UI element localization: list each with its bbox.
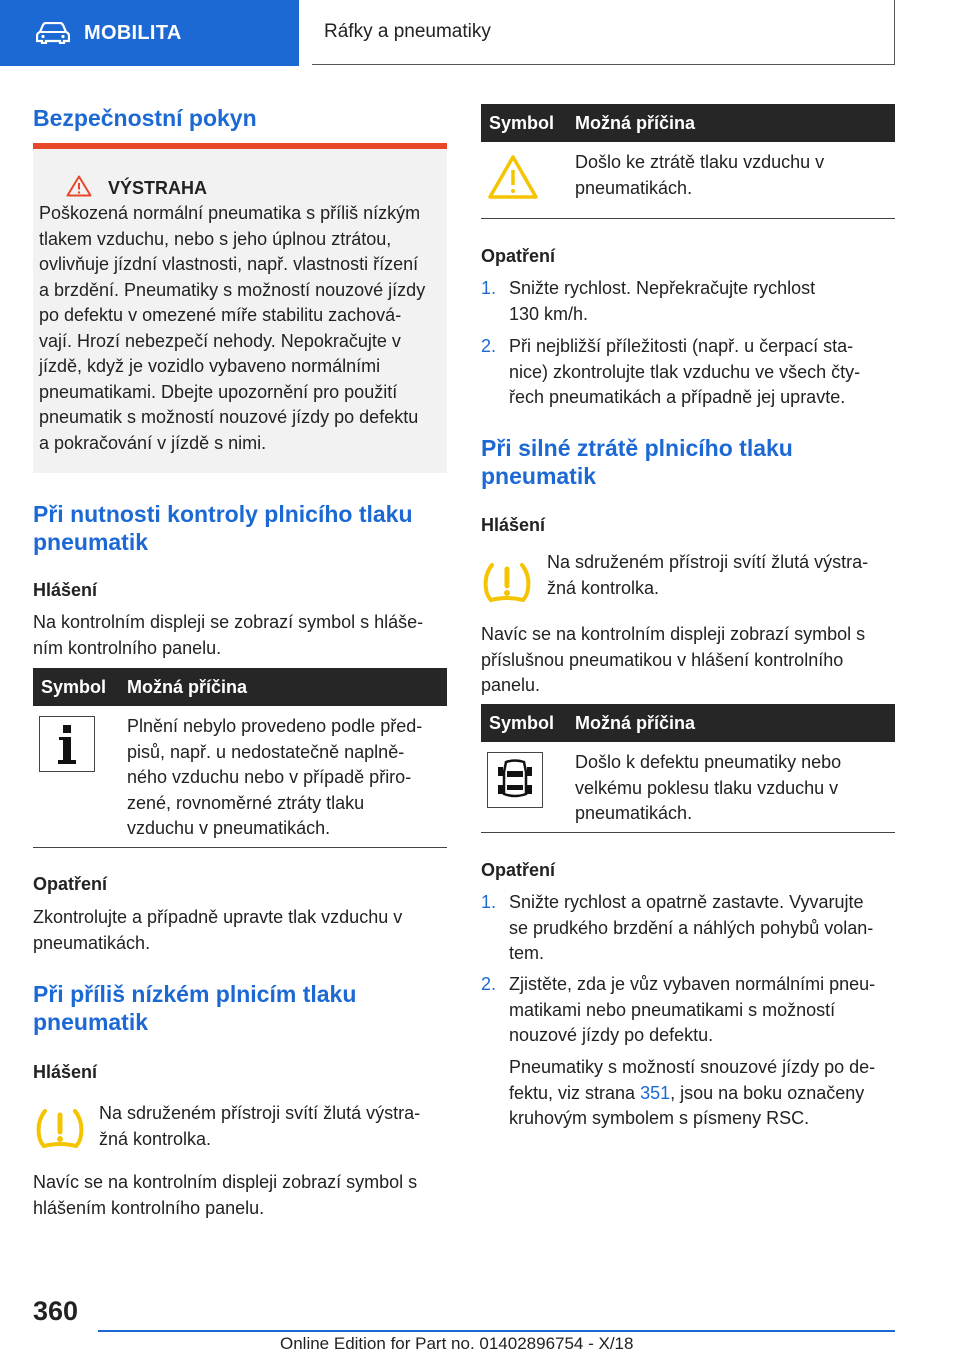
text-line: pneumatikách. — [575, 803, 693, 823]
car-tire-failure-icon — [487, 752, 543, 813]
cause-text — [575, 150, 895, 201]
edition-text: Online Edition for Part no. 01402896754 - X/18 — [280, 1334, 634, 1353]
table-divider — [33, 847, 447, 848]
text-line: Navíc se na kontrolním displeji zobrazí symbol s — [33, 1172, 418, 1192]
step-text — [509, 276, 895, 327]
text-line: zené, rovnoměrné ztráty tlaku — [127, 792, 365, 813]
low-pressure-heading — [33, 980, 447, 1036]
col-symbol: Symbol — [489, 712, 555, 733]
text-line: žná kontrolka. — [99, 1128, 212, 1149]
table-divider — [481, 218, 895, 219]
warning-line: vají. Hrozí nebezpečí nehody. Nepokračujte v — [39, 330, 401, 351]
text-line: Na sdruženém přístroji svítí žlutá výstra- — [547, 552, 869, 572]
heading-line: Při příliš nízkém plnicím tlaku — [33, 981, 357, 1007]
cause-text — [575, 750, 895, 827]
message-text — [33, 610, 447, 661]
text-line: matikami nebo pneumatikami s možností — [509, 999, 836, 1020]
page-header — [0, 0, 960, 66]
text-line: se prudkého brzdění a náhlých pohybů volan- — [509, 917, 874, 938]
table-header — [33, 668, 447, 706]
text-line: Došlo k defektu pneumatiky nebo — [575, 752, 842, 772]
footer-rule — [98, 1330, 895, 1332]
cause-text — [127, 714, 447, 842]
message-label: Hlášení — [33, 580, 98, 600]
table-divider — [481, 832, 895, 833]
info-symbol-icon — [39, 716, 95, 777]
step-text — [509, 890, 895, 967]
table-header — [481, 704, 895, 742]
measure-label: Opatření — [481, 860, 556, 880]
text-line: nice) zkontrolujte tlak vzduchu ve všech čty- — [509, 361, 861, 382]
section-label: MOBILITA — [84, 21, 182, 44]
warning-line: a brzdění. Pneumatiky s možností nouzové jízdy — [39, 279, 426, 300]
step-number: 1. — [481, 278, 497, 298]
text-line: Navíc se na kontrolním displeji zobrazí symbol s — [481, 624, 866, 644]
heading-line: pneumatik — [481, 463, 597, 489]
text-line: nouzové jízdy po defektu. — [509, 1025, 714, 1045]
text-line: vzduchu v pneumatikách. — [127, 818, 331, 838]
warning-triangle-icon — [66, 175, 92, 202]
col-symbol: Symbol — [489, 112, 555, 133]
chapter-title-box — [312, 0, 895, 65]
warning-line: pneumatik s možností nouzové jízdy po defektu — [39, 407, 419, 427]
text-span: fektu, viz strana — [509, 1082, 641, 1103]
col-symbol: Symbol — [41, 676, 107, 697]
warning-label: VÝSTRAHA — [108, 178, 208, 198]
text-line: Zkontrolujte a případně upravte tlak vzduchu v — [33, 907, 403, 927]
text-line: žná kontrolka. — [547, 577, 660, 598]
col-cause: Možná příčina — [127, 676, 248, 697]
rsc-note — [509, 1055, 895, 1132]
extra-text — [481, 622, 895, 699]
heading-line: Při nutnosti kontroly plnicího tlaku — [33, 501, 413, 527]
text-line: tem. — [509, 943, 545, 963]
step-number: 2. — [481, 336, 497, 356]
warning-header — [66, 175, 207, 202]
col-cause: Možná příčina — [575, 112, 696, 133]
text-span: , jsou na boku označeny — [670, 1082, 865, 1103]
warning-line: po defektu v omezené míře stabilitu zachová- — [39, 305, 402, 325]
warning-line: tlakem vzduchu, nebo s jeho úplnou ztrátou, — [39, 228, 392, 249]
heading-line: Při silné ztrátě plnicího tlaku — [481, 435, 793, 461]
text-line: kruhovým symbolem s písmeny RSC. — [509, 1108, 810, 1128]
text-line: Při nejbližší příležitosti (např. u čerpací sta- — [509, 336, 854, 356]
heading-line: pneumatik — [33, 529, 149, 555]
text-line: ním kontrolního panelu. — [33, 637, 222, 658]
step-number: 2. — [481, 974, 497, 994]
page-reference-link[interactable]: 351 — [640, 1082, 671, 1103]
text-line: Snižte rychlost. Nepřekračujte rychlost — [509, 278, 816, 298]
section-tab[interactable] — [0, 0, 299, 66]
text-line: velkému poklesu tlaku vzduchu v — [575, 777, 839, 798]
table-header — [481, 104, 895, 142]
extra-text — [33, 1170, 447, 1221]
text-line: Došlo ke ztrátě tlaku vzduchu v — [575, 152, 825, 172]
warning-line: pneumatikami. Dbejte upozornění pro použití — [39, 381, 398, 402]
chapter-title: Ráfky a pneumatiky — [324, 21, 491, 42]
text-line: řech pneumatikách a případně jej upravte. — [509, 387, 846, 407]
warning-line: ovlivňuje jízdní vlastnosti, např. vlastnosti řízení — [39, 254, 419, 274]
text-line: panelu. — [481, 675, 541, 695]
safety-heading: Bezpečnostní pokyn — [33, 105, 257, 131]
measure-text — [33, 905, 447, 956]
text-line: Zjistěte, zda je vůz vybaven normálními pneu- — [509, 974, 876, 994]
message-label: Hlášení — [481, 515, 546, 535]
step-text — [509, 334, 895, 411]
warning-line: a pokračování v jízdě s nimi. — [39, 432, 267, 453]
step-text — [509, 972, 895, 1049]
tire-pressure-warning-icon — [482, 562, 532, 609]
strong-loss-heading — [481, 434, 895, 490]
measure-label: Opatření — [481, 246, 556, 266]
heading-line: pneumatik — [33, 1009, 149, 1035]
warning-line: Poškozená normální pneumatika s příliš nízkým — [39, 203, 421, 223]
message-label: Hlášení — [33, 1062, 98, 1082]
warning-line: jízdě, když je vozidlo vybaveno normálními — [39, 356, 381, 376]
text-line: Pneumatiky s možností snouzové jízdy po de- — [509, 1057, 876, 1077]
warning-box — [33, 143, 447, 473]
warning-text — [39, 201, 443, 456]
text-line: pneumatikách. — [33, 932, 151, 953]
car-icon — [36, 22, 70, 44]
lamp-text — [547, 550, 895, 601]
text-line: ného vzduchu nebo v případě přiro- — [127, 767, 412, 787]
text-line: Na sdruženém přístroji svítí žlutá výstra- — [99, 1103, 421, 1123]
text-line: Na kontrolním displeji se zobrazí symbol s hláše- — [33, 612, 424, 632]
yellow-warning-triangle-icon — [487, 154, 539, 205]
text-line: příslušnou pneumatikou v hlášení kontrolního — [481, 649, 844, 670]
text-line: pneumatikách. — [575, 177, 693, 198]
lamp-text — [99, 1101, 447, 1152]
col-cause: Možná příčina — [575, 712, 696, 733]
text-line: Snižte rychlost a opatrně zastavte. Vyvarujte — [509, 892, 864, 912]
text-line: 130 km/h. — [509, 303, 589, 324]
measure-label: Opatření — [33, 874, 108, 894]
check-pressure-heading — [33, 500, 447, 556]
text-line: Plnění nebylo provedeno podle před- — [127, 716, 423, 736]
text-line: hlášením kontrolního panelu. — [33, 1197, 265, 1218]
text-line: pisů, např. u nedostatečně naplně- — [127, 741, 405, 762]
step-number: 1. — [481, 892, 497, 912]
text-line — [509, 1081, 895, 1107]
tire-pressure-warning-icon — [35, 1108, 85, 1155]
page-number: 360 — [33, 1296, 79, 1326]
